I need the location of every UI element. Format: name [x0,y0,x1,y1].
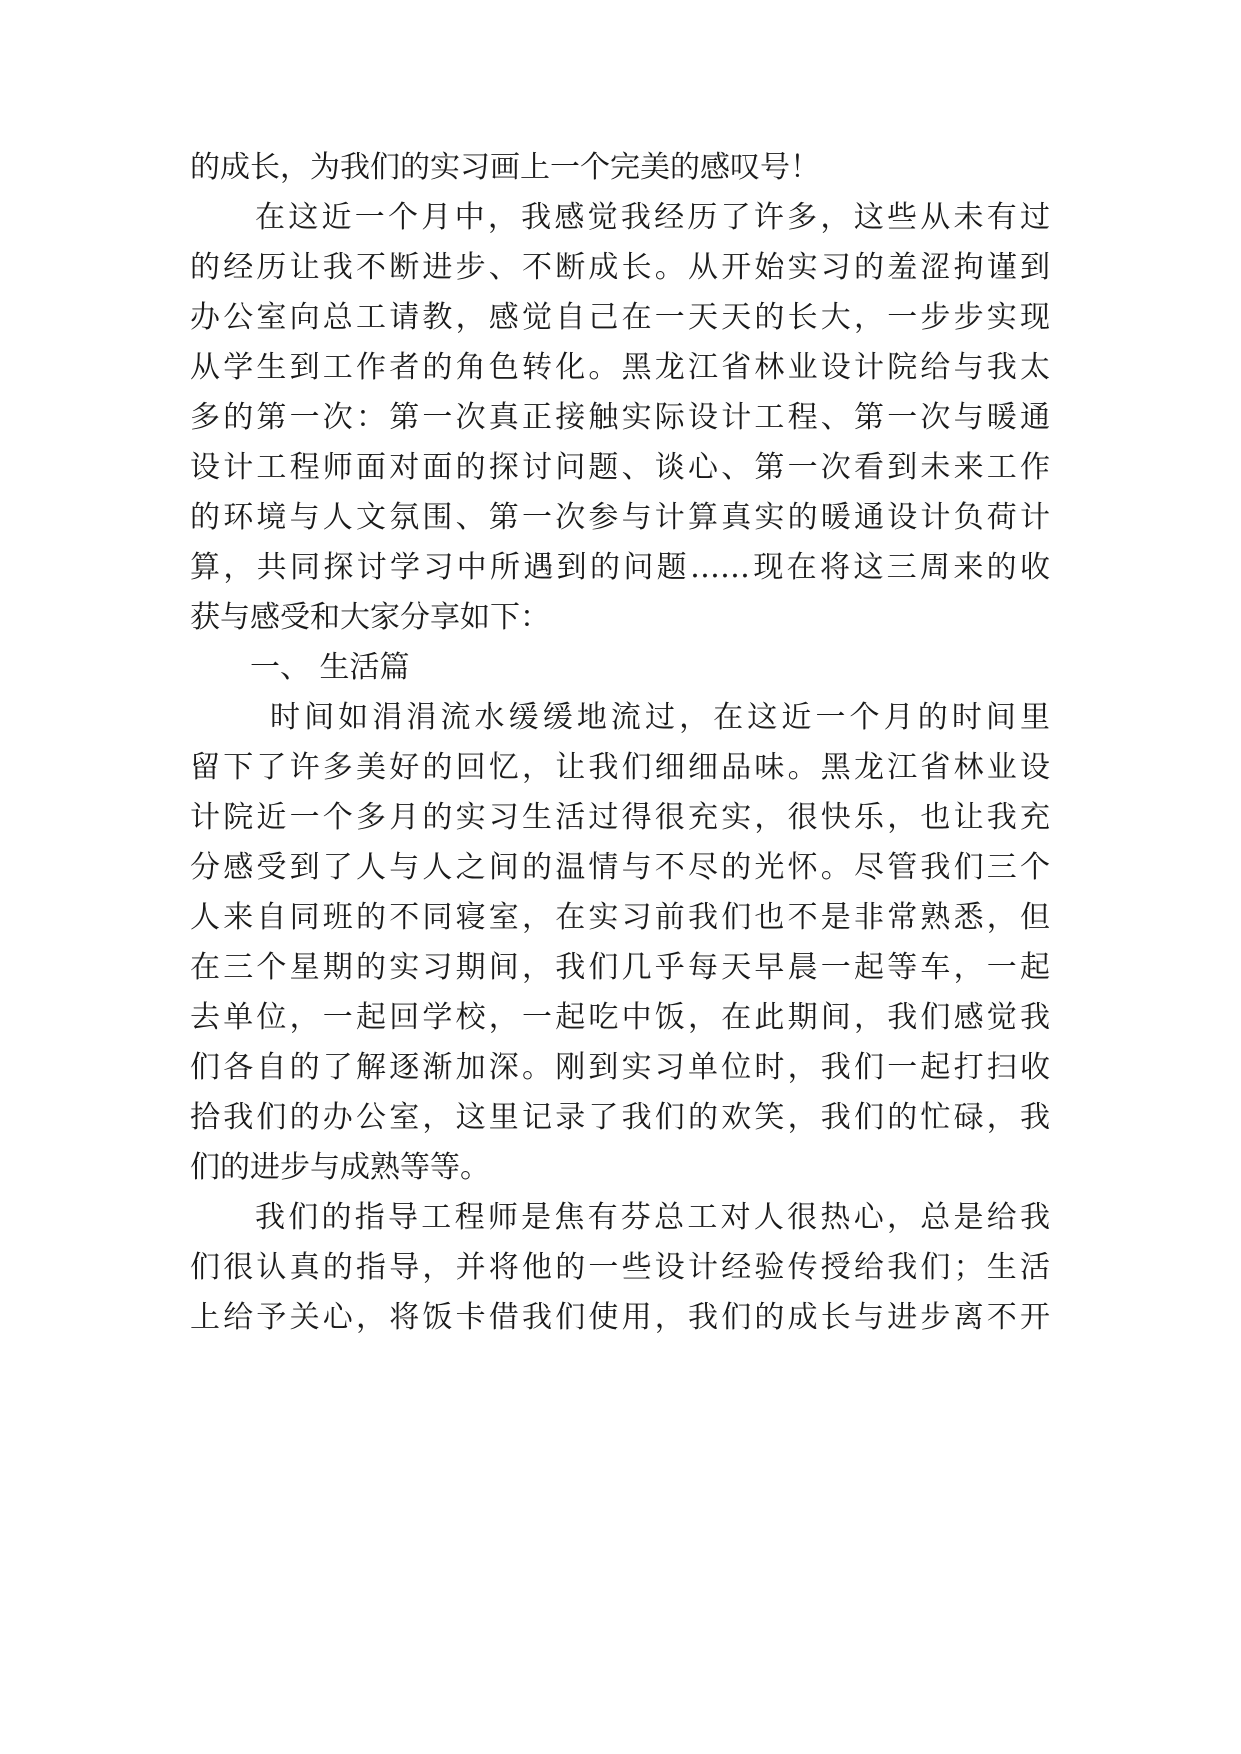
text-line: 们的进步与成熟等等。 [190,1150,490,1185]
text-line: 拾我们的办公室，这里记录了我们的欢笑，我们的忙碌，我 [190,1100,1050,1135]
text-line: 我们的指导工程师是焦有芬总工对人很热心，总是给我 [255,1200,1050,1235]
text-line: 在这近一个月中，我感觉我经历了许多，这些从未有过 [255,200,1050,235]
text-line: 获与感受和大家分享如下： [190,600,550,635]
text-line: 设计工程师面对面的探讨问题、谈心、第一次看到未来工作 [190,450,1050,485]
text-line: 去单位，一起回学校，一起吃中饭，在此期间，我们感觉我 [190,1000,1050,1035]
text-line: 们各自的了解逐渐加深。刚到实习单位时，我们一起打扫收 [190,1050,1050,1085]
text-line: 的成长，为我们的实习画上一个完美的感叹号！ [190,150,820,185]
text-line: 时间如涓涓流水缓缓地流过，在这近一个月的时间里 [270,700,1050,735]
text-line: 多的第一次：第一次真正接触实际设计工程、第一次与暖通 [190,400,1050,435]
text-line: 计院近一个多月的实习生活过得很充实，很快乐，也让我充 [190,800,1050,835]
text-line: 算，共同探讨学习中所遇到的问题……现在将这三周来的收 [190,550,1050,585]
section-heading: 一、 生活篇 [250,650,410,685]
text-line: 留下了许多美好的回忆，让我们细细品味。黑龙江省林业设 [190,750,1050,785]
text-line: 上给予关心，将饭卡借我们使用，我们的成长与进步离不开 [190,1300,1050,1335]
text-line: 分感受到了人与人之间的温情与不尽的光怀。尽管我们三个 [190,850,1050,885]
text-line: 的环境与人文氛围、第一次参与计算真实的暖通设计负荷计 [190,500,1050,535]
text-line: 的经历让我不断进步、不断成长。从开始实习的羞涩拘谨到 [190,250,1050,285]
text-line: 在三个星期的实习期间，我们几乎每天早晨一起等车，一起 [190,950,1050,985]
text-line: 办公室向总工请教，感觉自己在一天天的长大，一步步实现 [190,300,1050,335]
text-line: 人来自同班的不同寝室，在实习前我们也不是非常熟悉，但 [190,900,1050,935]
text-line: 从学生到工作者的角色转化。黑龙江省林业设计院给与我太 [190,350,1050,385]
text-line: 们很认真的指导，并将他的一些设计经验传授给我们；生活 [190,1250,1050,1285]
